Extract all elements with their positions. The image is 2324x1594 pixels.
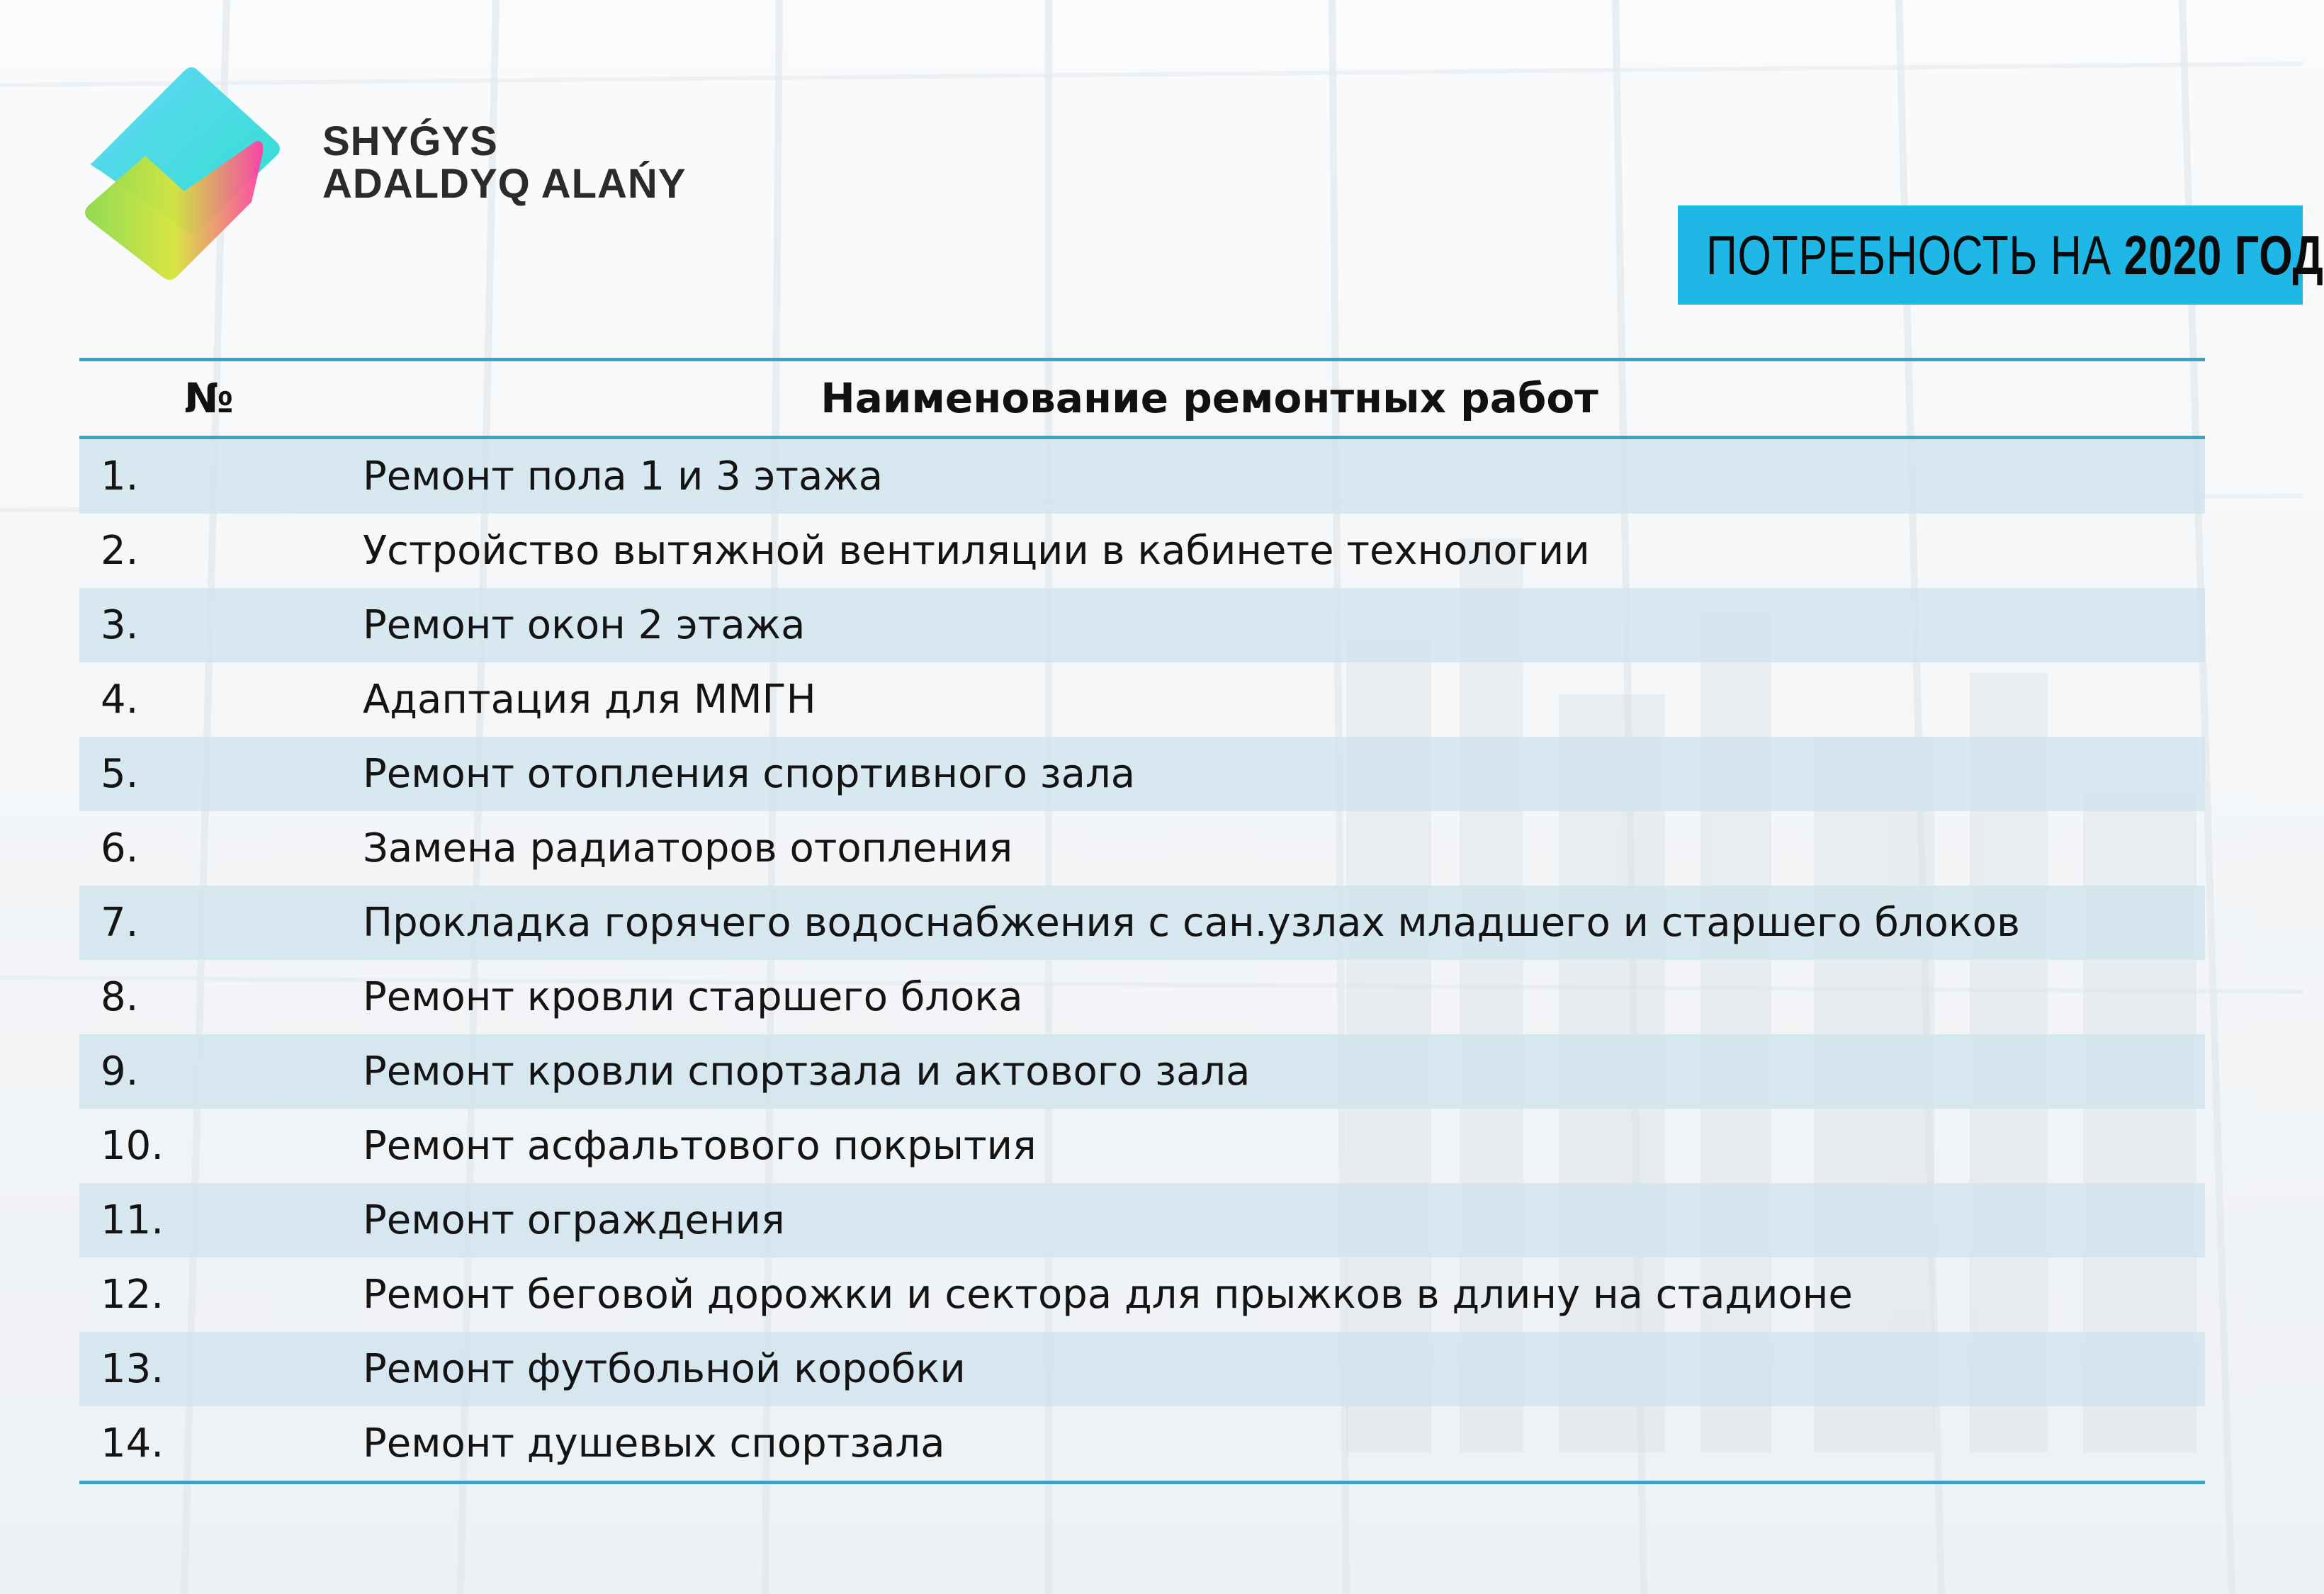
row-work-name: Замена радиаторов отопления bbox=[363, 825, 1013, 871]
table-row bbox=[79, 1183, 2205, 1257]
row-work-name: Ремонт ограждения bbox=[363, 1197, 785, 1243]
logo-mark-icon bbox=[78, 50, 290, 290]
row-number: 3. bbox=[101, 602, 139, 648]
row-number: 1. bbox=[101, 453, 139, 499]
row-number: 10. bbox=[101, 1123, 164, 1169]
row-work-name: Ремонт кровли старшего блока bbox=[363, 974, 1023, 1020]
row-number: 13. bbox=[101, 1346, 164, 1392]
row-work-name: Ремонт душевых спортзала bbox=[363, 1420, 945, 1466]
row-work-name: Устройство вытяжной вентиляции в кабинете технологии bbox=[363, 528, 1590, 574]
row-work-name: Ремонт отопления спортивного зала bbox=[363, 751, 1136, 797]
table-row bbox=[79, 1257, 2205, 1332]
table-row bbox=[79, 439, 2205, 514]
row-number: 2. bbox=[101, 528, 139, 574]
table-header bbox=[79, 361, 2205, 439]
row-work-name: Прокладка горячего водоснабжения с сан.узлах младшего и старшего блоков bbox=[363, 900, 2021, 946]
header-name: Наименование ремонтных работ bbox=[820, 374, 1598, 422]
table-row bbox=[79, 960, 2205, 1034]
row-work-name: Ремонт пола 1 и 3 этажа bbox=[363, 453, 884, 499]
table-row bbox=[79, 811, 2205, 886]
row-number: 6. bbox=[101, 825, 139, 871]
table-row bbox=[79, 1332, 2205, 1406]
table-body bbox=[79, 439, 2205, 1481]
row-work-name: Ремонт асфальтового покрытия bbox=[363, 1123, 1037, 1169]
row-number: 5. bbox=[101, 751, 139, 797]
table-row bbox=[79, 1034, 2205, 1109]
row-work-name: Ремонт футбольной коробки bbox=[363, 1346, 966, 1392]
row-number: 4. bbox=[101, 677, 139, 723]
row-work-name: Ремонт беговой дорожки и сектора для прыжков в длину на стадионе bbox=[363, 1272, 1853, 1318]
table-row bbox=[79, 514, 2205, 588]
logo-wordmark bbox=[322, 120, 687, 205]
table-row bbox=[79, 886, 2205, 960]
logo-line-1: SHYǴYS bbox=[322, 118, 498, 164]
banner-title-prefix: ПОТРЕБНОСТЬ НА bbox=[1706, 224, 2111, 286]
logo-line-2: ADALDYQ ALAŃY bbox=[322, 161, 687, 207]
banner-title bbox=[1706, 205, 2324, 305]
title-banner bbox=[1678, 205, 2324, 305]
header-number: № bbox=[184, 374, 234, 422]
banner-title-year: 2020 ГОД bbox=[2123, 224, 2324, 286]
company-logo bbox=[78, 50, 716, 290]
table-row bbox=[79, 1109, 2205, 1183]
table-row bbox=[79, 662, 2205, 737]
row-number: 14. bbox=[101, 1420, 164, 1466]
row-work-name: Ремонт кровли спортзала и актового зала bbox=[363, 1048, 1251, 1095]
table-row bbox=[79, 737, 2205, 811]
table-row bbox=[79, 1406, 2205, 1481]
row-work-name: Ремонт окон 2 этажа bbox=[363, 602, 806, 648]
row-number: 12. bbox=[101, 1272, 164, 1318]
row-number: 8. bbox=[101, 974, 139, 1020]
repair-works-table bbox=[79, 358, 2205, 1484]
row-number: 9. bbox=[101, 1048, 139, 1095]
row-number: 11. bbox=[101, 1197, 164, 1243]
row-number: 7. bbox=[101, 900, 139, 946]
table-row bbox=[79, 588, 2205, 662]
row-work-name: Адаптация для ММГН bbox=[363, 677, 816, 723]
